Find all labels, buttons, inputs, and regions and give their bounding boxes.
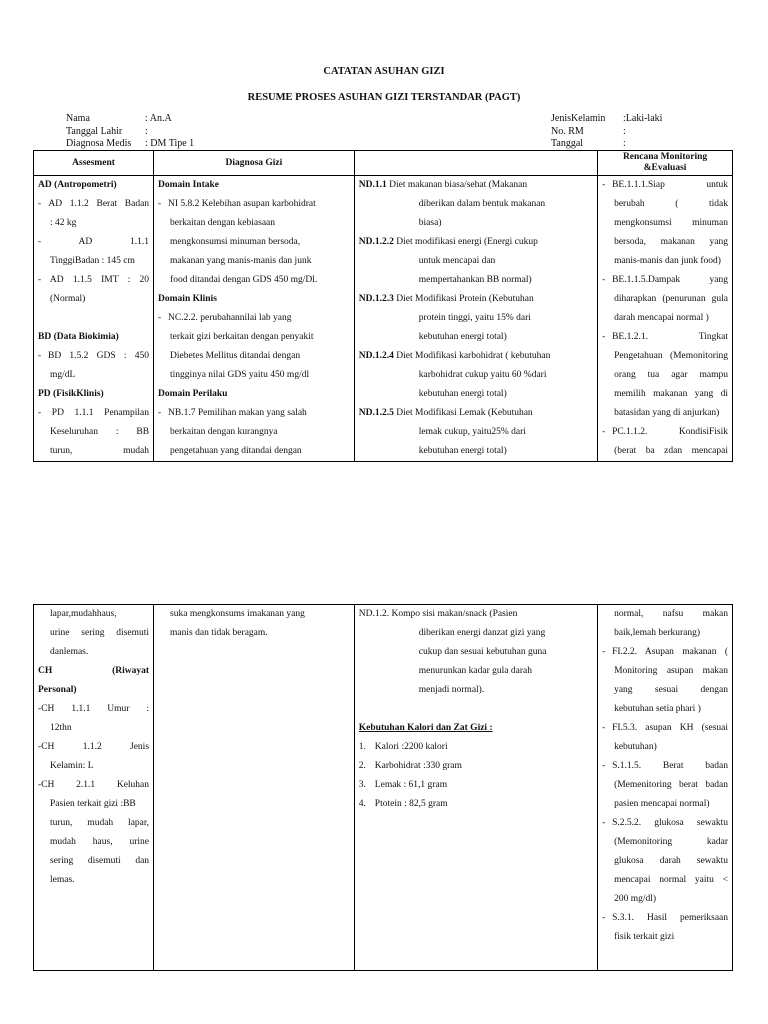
assessment-line: CH (Riwayat xyxy=(38,666,150,676)
monitoring-line: - BE.1.1.1.Siap untuk xyxy=(602,176,728,195)
intervention-text: Diet Modifikasi karbohidrat ( kebutuhan xyxy=(393,351,551,361)
monitoring-line: Pengetahuan (Memonitoring xyxy=(614,351,728,361)
monitoring-line: normal, nafsu makan xyxy=(614,609,728,619)
header-intervention xyxy=(354,151,597,176)
intervention-code: ND.1.2.4 xyxy=(358,351,394,361)
diagnosis-line: manis dan tidak beragam. xyxy=(170,628,268,638)
intervention-cell xyxy=(354,605,597,971)
assessment-line: - AD 1.1.5 IMT : 20 xyxy=(38,275,150,285)
needs-item: 3. Lemak : 61,1 gram xyxy=(358,780,448,790)
monitoring-line: orang tua agar mampu xyxy=(614,370,728,380)
intervention-line: protein tinggi, yaitu 15% dari xyxy=(418,313,531,323)
diagnosis-line: suka mengkonsums imakanan yang xyxy=(170,609,305,619)
assessment-cell xyxy=(34,605,154,971)
assessment-line: -CH 2.1.1 Keluhan xyxy=(38,780,150,790)
monitoring-line: memilih makanan yang di xyxy=(614,389,728,399)
assessment-line: Kelamin: L xyxy=(50,761,94,771)
monitoring-line: - PC.1.1.2. KondisiFisik xyxy=(602,423,728,442)
diagnosis-line: berkaitan dengan kebiasaan xyxy=(170,218,276,228)
monitoring-line: Monitoring asupan makan xyxy=(614,666,728,676)
assessment-line: Keseluruhan : BB xyxy=(50,427,150,437)
diagnosis-line: pengetahuan yang ditandai dengan xyxy=(170,446,302,456)
record-number-label: No. RM xyxy=(551,125,584,137)
intervention-line xyxy=(359,347,593,366)
monitoring-line: berubah ( tidak xyxy=(614,199,728,209)
assessment-line: AD (Antropometri) xyxy=(38,180,117,190)
monitoring-line: bersoda, makanan yang xyxy=(614,237,728,247)
monitoring-line: diharapkan (penurunan gula xyxy=(614,294,728,304)
document-subtitle: RESUME PROSES ASUHAN GIZI TERSTANDAR (PAGT) xyxy=(247,92,521,103)
assessment-line: Pasien terkait gizi :BB xyxy=(50,799,136,809)
record-number-value: : xyxy=(623,125,626,137)
monitoring-line: kebutuhan setia phari ) xyxy=(614,704,701,714)
diagnosis-line: Domain Klinis xyxy=(158,294,217,304)
intervention-line xyxy=(359,404,593,423)
diagnosis-cell xyxy=(154,605,355,971)
care-table-page-2 xyxy=(33,604,733,971)
intervention-cell xyxy=(354,176,597,462)
patient-info-right xyxy=(551,113,662,151)
needs-item: 4. Ptotein : 82,5 gram xyxy=(358,799,448,809)
intervention-line: karbohidrat cukup yaitu 60 %dari xyxy=(418,370,547,380)
diagnosis-value: : DM Tipe 1 xyxy=(145,138,195,149)
assessment-line: lemas. xyxy=(50,875,75,885)
intervention-line: mempertahankan BB normal) xyxy=(418,275,532,285)
diagnosis-line: - NC.2.2. perubahannilai lab yang xyxy=(158,309,350,328)
table-header-row xyxy=(34,151,733,176)
assessment-line: - AD 1.1.1 xyxy=(38,237,150,247)
intervention-line: diberikan energi danzat gizi yang xyxy=(418,628,546,638)
intervention-text: Diet modifikasi energi (Energi cukup xyxy=(393,237,538,247)
intervention-text: Diet Modifikasi Protein (Kebutuhan xyxy=(393,294,534,304)
monitoring-line: manis-manis dan junk food) xyxy=(614,256,721,266)
intervention-line: untuk mencapai dan xyxy=(418,256,496,266)
monitoring-line: - S.2.5.2. glukosa sewaktu xyxy=(602,814,728,833)
assessment-line: turun, mudah lapar, xyxy=(50,818,150,828)
diagnosis-line: Diebetes Mellitus ditandai dengan xyxy=(170,351,301,361)
intervention-line xyxy=(359,290,593,309)
assessment-line: - AD 1.1.2 Berat Badan xyxy=(38,199,150,209)
monitoring-line: (Memonitoring kadar xyxy=(614,837,728,847)
header-monitoring-line-1: Rencana Monitoring xyxy=(622,152,708,162)
diagnosis-line: Domain Intake xyxy=(158,180,219,190)
intervention-line xyxy=(359,233,593,252)
assessment-line: lapar,mudahhaus, xyxy=(50,609,117,619)
name-label: Nama xyxy=(66,113,90,124)
monitoring-line: - BE.1.1.5.Dampak yang xyxy=(602,271,728,290)
intervention-code: ND.1.1 xyxy=(358,180,387,190)
assessment-line: PD (FisikKlinis) xyxy=(38,389,104,399)
assessment-line: danlemas. xyxy=(50,647,89,657)
assessment-line: turun, mudah xyxy=(50,446,150,456)
monitoring-line: (Memenitoring berat badan xyxy=(614,780,728,790)
patient-info-left xyxy=(66,113,194,151)
monitoring-line: fisik terkait gizi xyxy=(614,932,675,942)
diagnosis-label: Diagnosa Medis xyxy=(66,138,132,149)
diagnosis-cell xyxy=(154,176,355,462)
table-row xyxy=(34,605,733,971)
assessment-line: 12thn xyxy=(50,723,72,733)
monitoring-line: (berat ba zdan mencapai xyxy=(614,446,728,456)
diagnosis-line: food ditandai dengan GDS 450 mg/Dl. xyxy=(170,275,318,285)
document-title: CATATAN ASUHAN GIZI xyxy=(323,66,445,77)
name-value: : An.A xyxy=(145,113,172,124)
intervention-line: kebutuhan energi total) xyxy=(418,389,507,399)
intervention-line: kebutuhan energi total) xyxy=(418,446,507,456)
header-monitoring-line-2: &Evaluasi xyxy=(643,163,687,173)
monitoring-line: 200 mg/dl) xyxy=(614,894,657,904)
monitoring-line: - BE.1.2.1. Tingkat xyxy=(602,328,728,347)
assessment-line: Personal) xyxy=(38,685,77,695)
header-diagnosis: Diagnosa Gizi xyxy=(154,151,355,176)
monitoring-cell xyxy=(598,605,733,971)
header-monitoring xyxy=(598,151,733,176)
assessment-line: mudah haus, urine xyxy=(50,837,150,847)
monitoring-line: kebutuhan) xyxy=(614,742,657,752)
header-assessment: Assesment xyxy=(34,151,154,176)
assessment-line xyxy=(38,309,149,328)
assessment-line: sering disemuti dan xyxy=(50,856,150,866)
gender-label: JenisKelamin xyxy=(551,113,606,124)
diagnosis-line: terkait gizi berkaitan dengan penyakit xyxy=(170,332,314,342)
intervention-line xyxy=(359,176,593,195)
date-value: : xyxy=(623,138,626,149)
intervention-line: kebutuhan energi total) xyxy=(418,332,507,342)
assessment-line: -CH 1.1.2 Jenis xyxy=(38,742,150,752)
monitoring-line: glukosa darah sewaktu xyxy=(614,856,728,866)
intervention-line: biasa) xyxy=(418,218,442,228)
monitoring-line: - S.1.1.5. Berat badan xyxy=(602,757,728,776)
birthdate-label: Tanggal Lahir xyxy=(66,125,123,137)
date-label: Tanggal xyxy=(551,138,584,149)
monitoring-line: darah mencapai normal ) xyxy=(614,313,709,323)
birthdate-value: : xyxy=(145,125,148,137)
monitoring-line: mengkonsumsi minuman xyxy=(614,218,728,228)
assessment-line: urine sering disemuti xyxy=(50,628,150,638)
monitoring-cell xyxy=(598,176,733,462)
assessment-line: (Normal) xyxy=(50,294,86,304)
intervention-code: ND.1.2.3 xyxy=(358,294,394,304)
intervention-line: ND.1.2. Kompo sisi makan/snack (Pasien xyxy=(358,609,518,619)
assessment-line: - BD 1.5.2 GDS : 450 xyxy=(38,347,149,366)
intervention-code: ND.1.2.5 xyxy=(358,408,394,418)
assessment-line: mg/dL xyxy=(50,370,76,380)
diagnosis-line: berkaitan dengan kurangnya xyxy=(170,427,278,437)
intervention-line: diberikan dalam bentuk makanan xyxy=(418,199,546,209)
monitoring-line: - FI.5.3. asupan KH (sesuai xyxy=(602,719,728,738)
assessment-line: BD (Data Biokimia) xyxy=(38,332,119,342)
diagnosis-line: makanan yang manis-manis dan junk xyxy=(170,256,312,266)
intervention-text: Diet makanan biasa/sehat (Makanan xyxy=(386,180,528,190)
assessment-line: : 42 kg xyxy=(50,218,77,228)
assessment-cell xyxy=(34,176,154,462)
diagnosis-line: mengkonsumsi minuman bersoda, xyxy=(170,237,301,247)
intervention-code: ND.1.2.2 xyxy=(358,237,394,247)
monitoring-line: pasien mencapai normal) xyxy=(614,799,710,809)
monitoring-line: - S.3.1. Hasil pemeriksaan xyxy=(602,909,728,928)
monitoring-line: mencapai normal yaitu < xyxy=(614,875,728,885)
diagnosis-line: Domain Perilaku xyxy=(158,389,228,399)
diagnosis-line: - NI 5.8.2 Kelebihan asupan karbohidrat xyxy=(158,195,350,214)
diagnosis-line: - NB.1.7 Pemilihan makan yang salah xyxy=(158,404,350,423)
monitoring-line: yang sesuai dengan xyxy=(614,685,728,695)
table-row xyxy=(34,176,733,462)
gender-value: :Laki-laki xyxy=(623,113,663,124)
monitoring-line: baik,lemah berkurang) xyxy=(614,628,701,638)
needs-title: Kebutuhan Kalori dan Zat Gizi : xyxy=(358,723,493,733)
diagnosis-line: tingginya nilai GDS yaitu 450 mg/dl xyxy=(170,370,310,380)
intervention-line: menurunkan kadar gula darah xyxy=(418,666,532,676)
intervention-line: menjadi normal). xyxy=(418,685,485,695)
assessment-line: -CH 1.1.1 Umur : xyxy=(38,704,150,714)
assessment-line: TinggiBadan : 145 cm xyxy=(50,256,135,266)
intervention-line: lemak cukup, yaitu25% dari xyxy=(418,427,526,437)
assessment-line: - PD 1.1.1 Penampilan xyxy=(38,408,150,418)
intervention-line: cukup dan sesuai kebutuhan guna xyxy=(418,647,547,657)
needs-item: 2. Karbohidrat :330 gram xyxy=(358,761,462,771)
needs-item: 1. Kalori :2200 kalori xyxy=(358,742,448,752)
monitoring-line: batasidan yang di anjurkan) xyxy=(614,408,720,418)
intervention-text: Diet Modifikasi Lemak (Kebutuhan xyxy=(393,408,533,418)
monitoring-line: - FI.2.2. Asupan makanan ( xyxy=(602,643,728,662)
care-table-page-1 xyxy=(33,150,733,462)
